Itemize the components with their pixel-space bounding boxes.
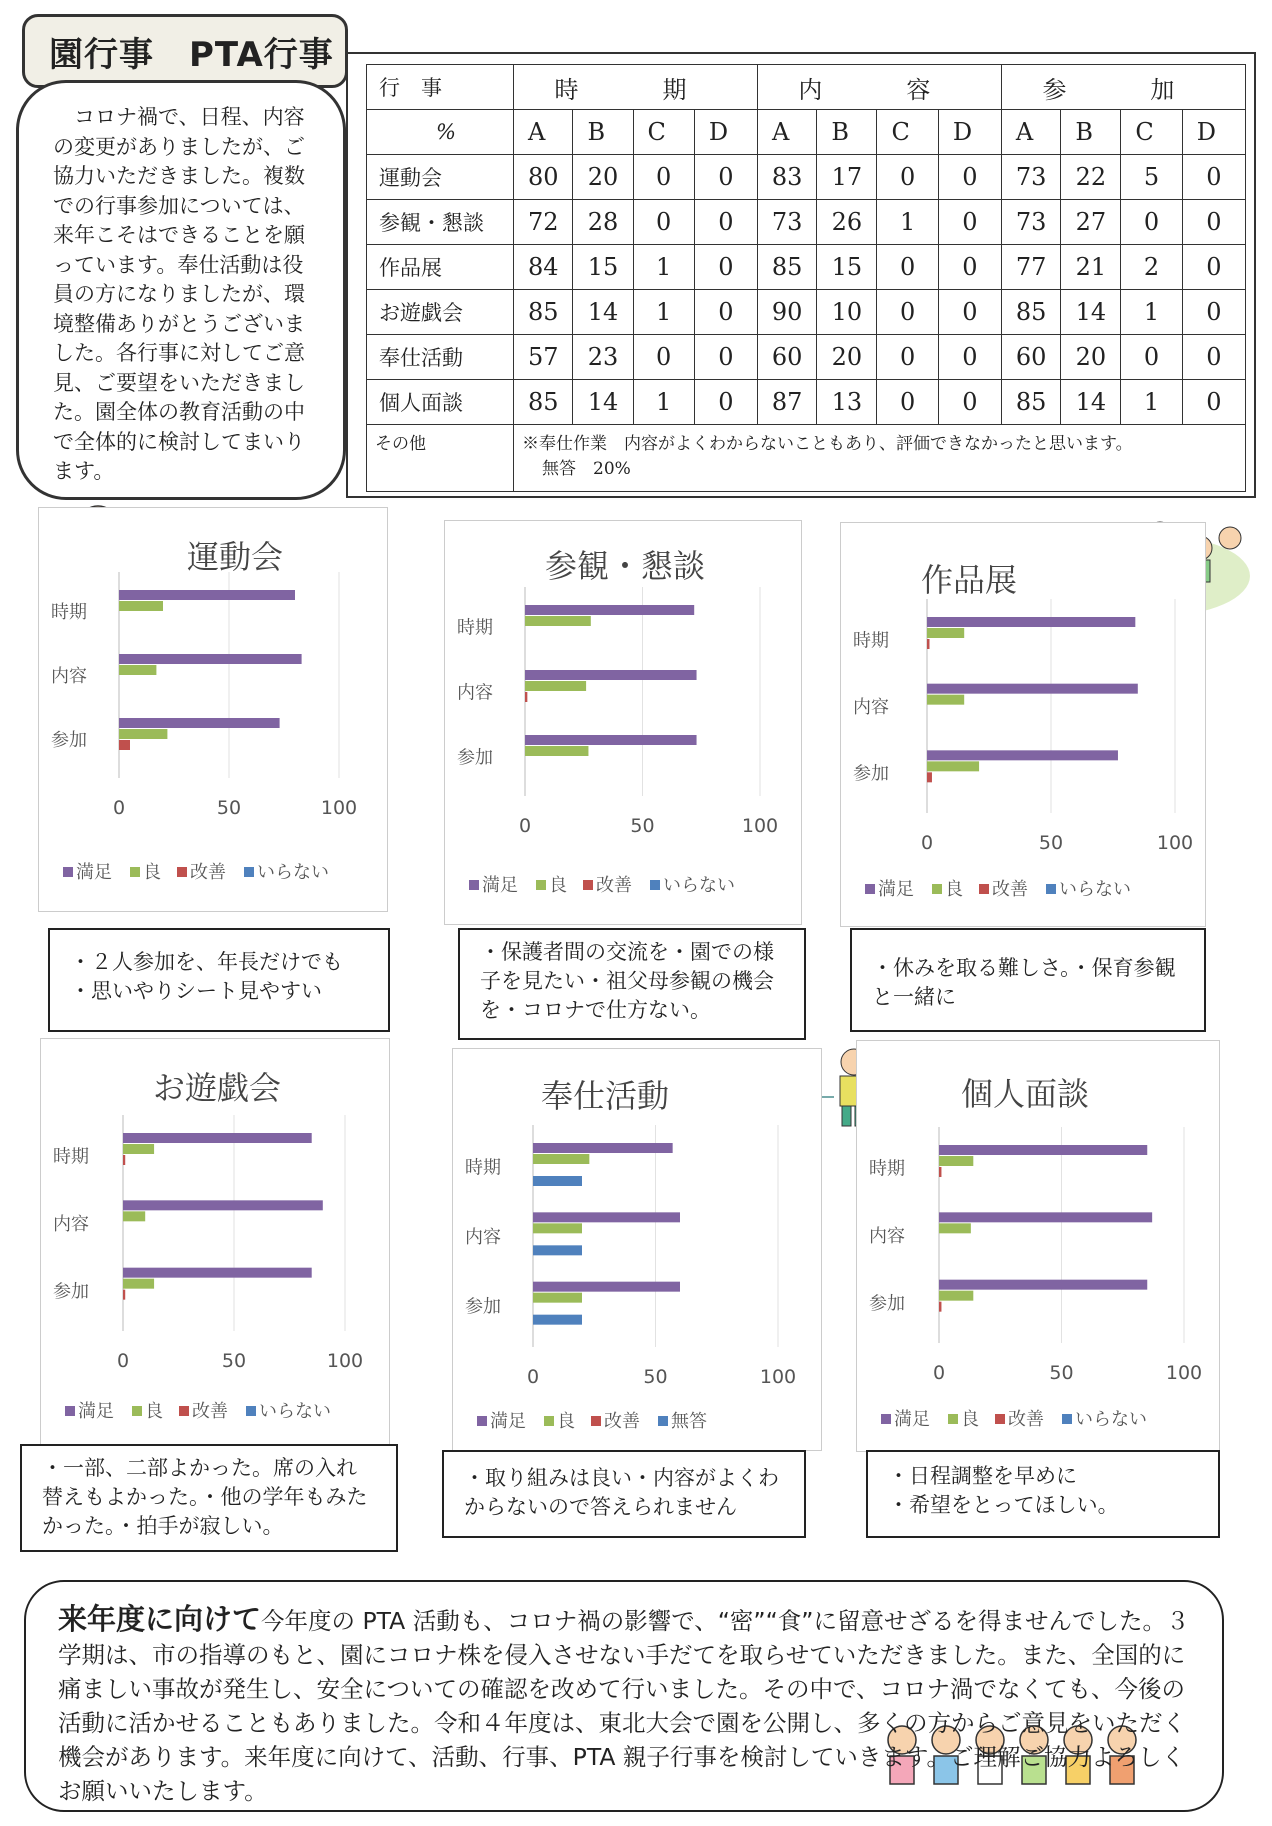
- chart-svg: [841, 523, 1207, 928]
- bar-muto: [533, 1176, 582, 1186]
- legend-label: 改善: [190, 862, 226, 883]
- survey-cell: 1: [877, 200, 938, 245]
- group-header-timing: 時 期: [514, 65, 758, 110]
- bar-kaizen: [939, 1302, 941, 1312]
- bar-ryo: [939, 1156, 973, 1166]
- legend-label: いらない: [257, 862, 329, 883]
- survey-cell: 27: [1061, 200, 1121, 245]
- bar-ryo: [533, 1223, 582, 1233]
- survey-cell: 0: [694, 335, 757, 380]
- survey-cell: 0: [1182, 335, 1245, 380]
- survey-table-frame: [346, 52, 1256, 498]
- survey-cell: 1: [633, 245, 694, 290]
- legend-swatch: [63, 867, 73, 877]
- legend-label: 満足: [482, 875, 518, 896]
- survey-cell: 0: [694, 155, 757, 200]
- category-label: 内容: [51, 666, 87, 687]
- survey-row: [367, 200, 1246, 245]
- survey-cell: 57: [514, 335, 573, 380]
- bar-manzoku: [123, 1268, 312, 1278]
- survey-cell: 0: [938, 380, 1001, 425]
- col-header: A: [757, 110, 816, 155]
- survey-cell: 26: [817, 200, 877, 245]
- legend-label: いらない: [663, 875, 735, 896]
- tick-label: 0: [932, 1362, 946, 1384]
- bar-manzoku: [939, 1212, 1152, 1222]
- tick-label: 100: [1165, 1362, 1203, 1384]
- survey-cell: 85: [757, 245, 816, 290]
- tick-label: 50: [643, 1366, 668, 1388]
- survey-cell: 0: [1121, 200, 1182, 245]
- survey-row: [367, 380, 1246, 425]
- bar-manzoku: [119, 654, 302, 664]
- chart-legend: [65, 1401, 331, 1422]
- survey-cell: 20: [817, 335, 877, 380]
- survey-cell: 0: [1121, 335, 1182, 380]
- chart-title: 参観・懇談: [544, 547, 706, 585]
- bar-ryo: [927, 695, 964, 705]
- legend-label: 満足: [894, 1409, 930, 1430]
- chart-sankan-kondan: [444, 520, 802, 925]
- survey-cell: 28: [573, 200, 633, 245]
- comment-houshi-katsudou: ・取り組みは良い・内容がよくわからないので答えられません: [442, 1450, 806, 1538]
- chart-legend: [865, 879, 1131, 900]
- bar-ryo: [533, 1154, 589, 1164]
- tick-label: 0: [518, 815, 532, 837]
- survey-cell: 0: [877, 335, 938, 380]
- survey-cell: 90: [757, 290, 816, 335]
- tick-label: 50: [1038, 832, 1064, 854]
- legend-swatch: [1062, 1414, 1072, 1424]
- corner-label-top: 行 事: [367, 65, 514, 110]
- chart-legend: [63, 862, 329, 883]
- other-note-2: 無答 20%: [542, 459, 631, 479]
- survey-cell: 0: [1182, 155, 1245, 200]
- category-label: 内容: [869, 1226, 905, 1247]
- survey-cell: 0: [877, 290, 938, 335]
- survey-cell: 73: [1001, 155, 1060, 200]
- survey-cell: 0: [877, 245, 938, 290]
- legend-swatch: [469, 880, 479, 890]
- legend-swatch: [1046, 884, 1056, 894]
- bar-ryo: [119, 601, 163, 611]
- page-title-text: 園行事 PTA行事: [49, 34, 334, 75]
- legend-label: 改善: [596, 875, 632, 896]
- survey-cell: 0: [877, 155, 938, 200]
- category-label: 時期: [51, 602, 87, 623]
- bar-manzoku: [123, 1133, 312, 1143]
- group-header-participation: 参 加: [1001, 65, 1245, 110]
- tick-label: 100: [759, 1366, 797, 1388]
- survey-cell: 5: [1121, 155, 1182, 200]
- page-title: [22, 14, 348, 88]
- tick-label: 50: [221, 1350, 247, 1372]
- bar-ryo: [939, 1223, 971, 1233]
- category-label: 時期: [465, 1157, 501, 1179]
- survey-row-label: お遊戯会: [367, 290, 514, 335]
- bar-manzoku: [533, 1143, 673, 1153]
- intro-note: コロナ禍で、日程、内容の変更がありましたが、ご協力いただきました。複数での行事参加については、来年こそはできることを願っています。奉仕活動は役員の方になりましたが、環境整備ありがとうございました。各行事に対してご意見、ご要望をいただきました。園全体の教育活動の中で全体的に検討してまいります。: [16, 80, 346, 500]
- chart-title: 運動会: [186, 538, 284, 576]
- survey-cell: 60: [757, 335, 816, 380]
- legend-swatch: [244, 867, 254, 877]
- survey-cell: 72: [514, 200, 573, 245]
- survey-cell: 0: [938, 155, 1001, 200]
- tick-label: 0: [526, 1366, 540, 1388]
- survey-cell: 0: [938, 200, 1001, 245]
- bar-ryo: [927, 761, 979, 771]
- chart-legend: [469, 875, 735, 896]
- survey-cell: 77: [1001, 245, 1060, 290]
- chart-title: お遊戯会: [152, 1069, 282, 1107]
- chart-legend: [881, 1409, 1147, 1430]
- survey-row-label: 運動会: [367, 155, 514, 200]
- survey-cell: 0: [694, 290, 757, 335]
- survey-cell: 0: [633, 200, 694, 245]
- chart-title: 個人面談: [960, 1075, 1090, 1113]
- legend-swatch: [132, 1406, 142, 1416]
- survey-cell: 87: [757, 380, 816, 425]
- chart-svg: [857, 1041, 1221, 1453]
- legend-label: いらない: [1075, 1409, 1147, 1430]
- survey-cell: 0: [877, 380, 938, 425]
- legend-label: 良: [549, 875, 567, 896]
- chart-title: 奉仕活動: [540, 1077, 670, 1115]
- col-header: A: [1001, 110, 1060, 155]
- legend-label: 満足: [878, 879, 914, 900]
- legend-swatch: [179, 1406, 189, 1416]
- bar-ryo: [533, 1293, 582, 1303]
- survey-row: [367, 155, 1246, 200]
- survey-cell: 0: [694, 380, 757, 425]
- survey-cell: 0: [938, 290, 1001, 335]
- bar-manzoku: [927, 750, 1118, 760]
- bar-manzoku: [119, 590, 295, 600]
- survey-cell: 0: [633, 335, 694, 380]
- category-label: 参加: [51, 730, 87, 751]
- legend-swatch: [544, 1416, 554, 1426]
- survey-cell: 15: [573, 245, 633, 290]
- col-header: D: [694, 110, 757, 155]
- tick-label: 0: [116, 1350, 130, 1372]
- survey-cell: 80: [514, 155, 573, 200]
- bar-manzoku: [927, 617, 1135, 627]
- legend-label: 良: [143, 862, 161, 883]
- bar-kaizen: [939, 1167, 941, 1177]
- category-label: 時期: [869, 1158, 905, 1180]
- category-label: 参加: [457, 747, 493, 769]
- survey-cell: 15: [817, 245, 877, 290]
- bar-ryo: [525, 746, 588, 756]
- bar-manzoku: [533, 1212, 680, 1222]
- col-header: C: [1121, 110, 1182, 155]
- bar-manzoku: [939, 1145, 1147, 1155]
- tick-label: 0: [920, 832, 934, 854]
- legend-label: 良: [945, 879, 963, 900]
- legend-label: 改善: [992, 879, 1028, 900]
- survey-cell: 17: [817, 155, 877, 200]
- bar-kaizen: [123, 1155, 125, 1165]
- survey-cell: 60: [1001, 335, 1060, 380]
- other-note-1: ※奉仕作業 内容がよくわからないこともあり、評価できなかったと思います。: [522, 434, 1133, 454]
- chart-oyuugikai: [40, 1038, 390, 1446]
- category-label: 参加: [465, 1296, 501, 1318]
- legend-label: 改善: [1008, 1409, 1044, 1430]
- legend-swatch: [177, 867, 187, 877]
- legend-swatch: [591, 1416, 601, 1426]
- survey-cell: 73: [757, 200, 816, 245]
- legend-label: 無答: [671, 1411, 707, 1432]
- survey-cell: 0: [1182, 200, 1245, 245]
- survey-cell: 23: [573, 335, 633, 380]
- bar-manzoku: [525, 735, 697, 745]
- legend-label: 満足: [490, 1411, 526, 1432]
- survey-cell: 14: [573, 380, 633, 425]
- category-label: 時期: [457, 617, 493, 639]
- legend-swatch: [536, 880, 546, 890]
- legend-swatch: [246, 1406, 256, 1416]
- legend-swatch: [650, 880, 660, 890]
- survey-cell: 21: [1061, 245, 1121, 290]
- survey-cell: 2: [1121, 245, 1182, 290]
- chart-svg: [41, 1039, 391, 1447]
- tick-label: 50: [630, 815, 655, 837]
- chart-title: 作品展: [920, 561, 1018, 599]
- legend-label: 良: [961, 1409, 979, 1430]
- survey-cell: 1: [633, 380, 694, 425]
- tick-label: 50: [216, 797, 242, 819]
- survey-row-label: 参観・懇談: [367, 200, 514, 245]
- legend-swatch: [932, 884, 942, 894]
- chart-kojin-mendan: [856, 1040, 1220, 1452]
- bar-muto: [533, 1245, 582, 1255]
- survey-cell: 83: [757, 155, 816, 200]
- category-label: 内容: [465, 1227, 501, 1248]
- closing-note: [24, 1580, 1224, 1812]
- survey-row-label: 個人面談: [367, 380, 514, 425]
- bar-ryo: [525, 681, 586, 691]
- category-label: 参加: [53, 1281, 89, 1303]
- bar-kaizen: [123, 1290, 125, 1300]
- survey-cell: 14: [573, 290, 633, 335]
- survey-cell: 85: [1001, 290, 1060, 335]
- legend-label: 改善: [604, 1411, 640, 1432]
- col-header: C: [633, 110, 694, 155]
- bar-ryo: [123, 1279, 154, 1289]
- tick-label: 100: [741, 815, 779, 837]
- legend-swatch: [477, 1416, 487, 1426]
- corner-label-bottom: %: [367, 110, 514, 155]
- survey-cell: 0: [633, 155, 694, 200]
- survey-cell: 73: [1001, 200, 1060, 245]
- bar-kaizen: [927, 639, 929, 649]
- chart-svg: [445, 521, 803, 926]
- category-label: 内容: [53, 1214, 89, 1235]
- survey-cell: 20: [573, 155, 633, 200]
- legend-label: いらない: [1059, 879, 1131, 900]
- bar-ryo: [939, 1291, 973, 1301]
- survey-cell: 85: [514, 380, 573, 425]
- survey-cell: 85: [514, 290, 573, 335]
- survey-cell: 0: [1182, 245, 1245, 290]
- bar-manzoku: [939, 1280, 1147, 1290]
- col-header: D: [1182, 110, 1245, 155]
- bar-ryo: [927, 628, 964, 638]
- bar-kaizen: [119, 740, 130, 750]
- comment-oyuugikai: ・一部、二部よかった。席の入れ替えもよかった。・他の学年もみたかった。・拍手が寂しい。: [20, 1444, 398, 1552]
- survey-cell: 84: [514, 245, 573, 290]
- survey-cell: 1: [633, 290, 694, 335]
- survey-cell: 10: [817, 290, 877, 335]
- chart-svg: [39, 508, 389, 913]
- tick-label: 50: [1049, 1362, 1074, 1384]
- chart-houshi-katsudou: [452, 1048, 822, 1451]
- bar-manzoku: [525, 670, 697, 680]
- bar-muto: [533, 1315, 582, 1325]
- survey-cell: 0: [938, 245, 1001, 290]
- legend-swatch: [658, 1416, 668, 1426]
- legend-swatch: [995, 1414, 1005, 1424]
- bar-kaizen: [927, 772, 932, 782]
- tick-label: 100: [320, 797, 358, 819]
- legend-label: いらない: [259, 1401, 331, 1422]
- tick-label: 100: [1156, 832, 1194, 854]
- category-label: 時期: [53, 1146, 89, 1168]
- survey-cell: 0: [938, 335, 1001, 380]
- legend-swatch: [881, 1414, 891, 1424]
- survey-cell: 0: [1182, 380, 1245, 425]
- col-header: C: [877, 110, 938, 155]
- bar-kaizen: [525, 692, 527, 702]
- group-header-content: 内 容: [757, 65, 1001, 110]
- col-header: A: [514, 110, 573, 155]
- legend-label: 良: [557, 1411, 575, 1432]
- chart-svg: [453, 1049, 823, 1452]
- survey-row-label: 奉仕活動: [367, 335, 514, 380]
- bar-manzoku: [123, 1200, 323, 1210]
- legend-label: 満足: [78, 1401, 114, 1422]
- legend-swatch: [979, 884, 989, 894]
- comment-sankan-kondan: ・保護者間の交流を・園での様子を見たい・祖父母参観の機会を・コロナで仕方ない。: [458, 928, 806, 1040]
- legend-swatch: [865, 884, 875, 894]
- legend-swatch: [130, 867, 140, 877]
- other-notes: [514, 425, 1246, 492]
- survey-row: [367, 335, 1246, 380]
- survey-cell: 14: [1061, 290, 1121, 335]
- bar-manzoku: [927, 684, 1138, 694]
- legend-swatch: [65, 1406, 75, 1416]
- tick-label: 0: [112, 797, 126, 819]
- survey-cell: 0: [694, 200, 757, 245]
- bar-ryo: [123, 1144, 154, 1154]
- bar-manzoku: [533, 1282, 680, 1292]
- survey-cell: 22: [1061, 155, 1121, 200]
- col-header: B: [817, 110, 877, 155]
- survey-cell: 0: [694, 245, 757, 290]
- category-label: 時期: [853, 630, 889, 652]
- survey-row-label: 作品展: [367, 245, 514, 290]
- survey-row: [367, 245, 1246, 290]
- category-label: 参加: [869, 1293, 905, 1315]
- bar-ryo: [119, 729, 167, 739]
- bar-ryo: [123, 1211, 145, 1221]
- comment-kojin-mendan: ・日程調整を早めに ・希望をとってほしい。: [866, 1450, 1220, 1538]
- survey-cell: 1: [1121, 380, 1182, 425]
- comment-sakuhinten: ・休みを取る難しさ。・保育参観と一緒に: [850, 928, 1206, 1032]
- legend-swatch: [583, 880, 593, 890]
- survey-cell: 0: [1182, 290, 1245, 335]
- legend-label: 満足: [76, 862, 112, 883]
- category-label: 内容: [853, 697, 889, 718]
- category-label: 参加: [853, 763, 889, 785]
- closing-body: 今年度の PTA 活動も、コロナ禍の影響で、“密”“食”に留意せざるを得ませんでした。３学期は、市の指導のもと、園にコロナ株を侵入させない手だてを取らせていただきました。また、全国的に痛ましい事故が発生し、安全についての確認を改めて行いました。その中で、コロナ渦でなくても、今後の活動に活かせることもありました。令和４年度は、東北大会で園を公開し、多くの方からご意見をいただく機会があります。来年度に向けて、活動、行事、PTA 親子行事を検討していきます。ご理解ご協力よろしくお願いいたします。: [58, 1607, 1190, 1805]
- category-label: 内容: [457, 682, 493, 704]
- col-header: D: [938, 110, 1001, 155]
- other-label: その他: [367, 425, 514, 492]
- bar-ryo: [119, 665, 156, 675]
- survey-table: [366, 64, 1246, 492]
- closing-heading: 来年度に向けて: [58, 1602, 262, 1636]
- col-header: B: [573, 110, 633, 155]
- survey-cell: 85: [1001, 380, 1060, 425]
- chart-sakuhinten: [840, 522, 1206, 927]
- bar-ryo: [525, 616, 591, 626]
- legend-label: 改善: [192, 1401, 228, 1422]
- chart-legend: [477, 1411, 707, 1432]
- tick-label: 100: [326, 1350, 364, 1372]
- comment-undoukai: ・２人参加を、年長だけでも ・思いやりシート見やすい: [48, 928, 390, 1032]
- legend-label: 良: [145, 1401, 163, 1422]
- col-header: B: [1061, 110, 1121, 155]
- bar-manzoku: [525, 605, 694, 615]
- survey-cell: 14: [1061, 380, 1121, 425]
- survey-row: [367, 290, 1246, 335]
- survey-cell: 1: [1121, 290, 1182, 335]
- bar-manzoku: [119, 718, 280, 728]
- survey-cell: 13: [817, 380, 877, 425]
- survey-cell: 20: [1061, 335, 1121, 380]
- chart-undoukai: [38, 507, 388, 912]
- legend-swatch: [948, 1414, 958, 1424]
